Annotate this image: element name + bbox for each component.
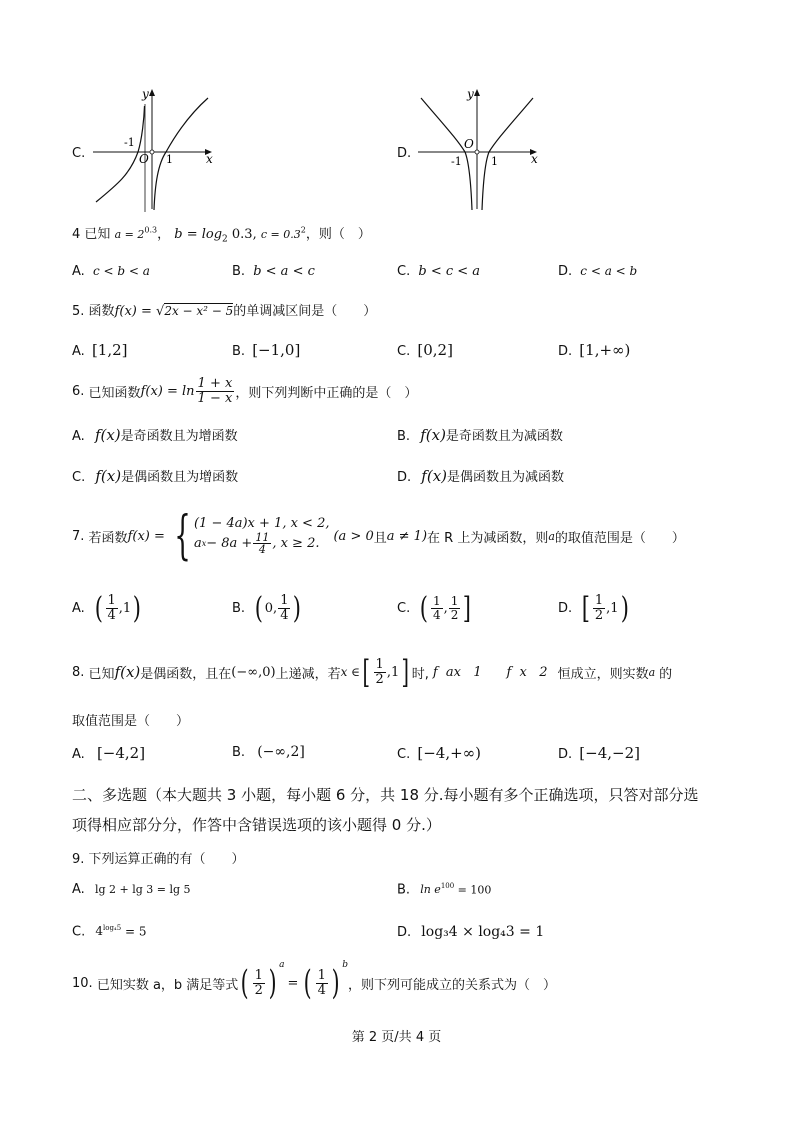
q7-option-b-den: 4 — [280, 607, 289, 623]
q7-option-a-rest: ,1 — [118, 600, 132, 616]
q9-text: 下列运算正确的有（ ） — [88, 852, 245, 867]
q7-option-b-lparen: ( — [254, 590, 264, 626]
graph-d-origin-label: O — [464, 137, 474, 151]
q9-option-c-label: C. — [72, 924, 86, 940]
q4-c: c = 0.3 — [260, 228, 301, 241]
q4-option-b-text: b < a < c — [253, 264, 315, 279]
q10-exp-2: b — [342, 960, 348, 970]
option-d-label: D. — [397, 146, 412, 161]
q7-option-d-rparen: ) — [620, 590, 629, 626]
q8-line-2: 取值范围是（ ） — [72, 714, 190, 729]
q7-option-d-den: 2 — [594, 607, 604, 623]
graph-d — [413, 84, 543, 214]
q6-option-d-fx: f(x) — [421, 467, 448, 485]
q7-option-d-rest: ,1 — [606, 600, 619, 616]
q8-option-a-label: A. — [72, 747, 85, 762]
q10-tail: ，则下列可能成立的关系式为（ ） — [347, 977, 556, 993]
q7-option-a[interactable] — [72, 588, 143, 628]
question-6 — [72, 371, 417, 411]
page-footer: 第 2 页/共 4 页 — [351, 1030, 442, 1045]
q7-option-c-frac-2 — [449, 595, 461, 621]
q6-option-d-label: D. — [397, 470, 412, 485]
q4-option-a-label: A. — [72, 264, 85, 279]
q9-option-c-exp: log₄5 — [103, 924, 122, 932]
q5-tail: 的单调减区间是（ ） — [233, 304, 377, 319]
q8-frac — [374, 658, 386, 686]
q8-option-b-label: B. — [232, 745, 246, 760]
q6-option-a-fx: f(x) — [94, 426, 121, 444]
q5-pre: 函数 — [88, 304, 115, 319]
q8-den: 2 — [375, 671, 384, 687]
q7-cond-1: (a > 0 — [333, 528, 374, 544]
q8-var: a — [648, 665, 656, 679]
q7-tail: 的取值范围是（ ） — [554, 530, 685, 546]
graph-c-y-arrow — [149, 89, 155, 96]
q4-tail: ，则（ ） — [305, 227, 371, 242]
graph-c — [88, 84, 218, 214]
graph-c-right-branch — [154, 98, 208, 210]
graph-c-x-label: x — [206, 152, 213, 166]
q4-pre: 已知 — [84, 227, 111, 242]
section-2-line-1: 二、多选题（本大题共 3 小题，每小题 6 分，共 18 分.每小题有多个正确选项，只答对部分选 — [72, 786, 699, 804]
q7-option-c-rparen: ] — [463, 590, 472, 626]
question-9 — [72, 848, 245, 867]
q6-denominator: 1 − x — [197, 390, 233, 406]
q8-option-b[interactable] — [232, 744, 305, 760]
q5-option-c-text: [0,2] — [417, 341, 453, 359]
q4-number: 4 — [72, 227, 81, 242]
q6-tail: ，则下列判断中正确的是（ ） — [235, 385, 418, 401]
q6-numerator: 1 + x — [197, 375, 233, 391]
question-8 — [72, 651, 672, 693]
q7-case-2 — [194, 532, 330, 556]
q4-option-d-text: c < a < b — [580, 264, 638, 278]
q8-text-1: 是偶函数，且在 — [140, 666, 232, 682]
q6-option-b-text: 是奇函数且为减函数 — [445, 429, 563, 444]
q4-option-a-text: c < b < a — [92, 264, 150, 278]
q7-option-d[interactable] — [558, 588, 630, 628]
q6-fraction — [196, 377, 235, 405]
q5-option-b[interactable] — [232, 341, 300, 359]
q7-option-c-den-1: 4 — [432, 607, 441, 622]
q7-option-a-frac — [106, 594, 118, 622]
q8-text-2: 上递减，若 — [275, 666, 341, 682]
q4-option-a[interactable] — [72, 264, 150, 279]
q5-number: 5. — [72, 304, 85, 319]
q9-option-b-base: ln e — [420, 883, 441, 897]
q6-option-c-fx: f(x) — [95, 467, 122, 485]
question-10 — [72, 958, 556, 1008]
q6-option-b-fx: f(x) — [420, 426, 446, 444]
q8-option-a-text: [−4,2] — [96, 744, 146, 762]
q7-cond-2: a ≠ 1) — [386, 528, 428, 544]
q7-option-d-num: 1 — [594, 592, 604, 608]
graph-c-neg1-label: -1 — [124, 136, 135, 149]
q10-num-1: 1 — [254, 967, 263, 983]
graph-d-one-label: 1 — [491, 155, 498, 168]
q8-text-3: 时, — [411, 666, 429, 682]
q6-option-c-label: C. — [72, 470, 86, 485]
q10-rparen-1: ) — [268, 963, 277, 1003]
section-2-line-2: 项得相应部分分，作答中含错误选项的该小题得 0 分.） — [72, 816, 441, 834]
q6-fx: f(x) = ln — [140, 383, 195, 399]
q8-option-a[interactable] — [72, 744, 145, 762]
q9-option-b-label: B. — [397, 882, 411, 898]
q7-case-2-mid: − 8a + — [206, 536, 253, 551]
q6-option-a-label: A. — [72, 429, 85, 444]
q4-c-exp: 2 — [300, 225, 306, 235]
q5-option-a-label: A. — [72, 344, 85, 359]
q7-option-b-label: B. — [232, 600, 246, 616]
q9-option-a[interactable] — [72, 882, 191, 897]
q7-option-b-rparen: ) — [293, 590, 302, 626]
q6-number: 6. — [72, 383, 85, 399]
q7-option-d-frac — [593, 594, 605, 622]
q4-option-c-label: C. — [397, 264, 411, 279]
q9-option-b[interactable] — [397, 882, 491, 897]
q7-option-b-frac — [278, 594, 290, 622]
q10-den-1: 2 — [254, 982, 263, 998]
graph-c-y-label: y — [142, 87, 149, 101]
graph-c-one-label: 1 — [166, 153, 173, 166]
q7-option-b-num: 1 — [280, 592, 289, 608]
q4-option-d-label: D. — [558, 264, 573, 279]
q8-inequality: f ax 1 f x 2 — [432, 664, 548, 680]
q7-case-1: (1 − 4a)x + 1, x < 2, — [193, 516, 330, 532]
q7-option-b[interactable] — [232, 588, 303, 628]
graph-c-origin-label: O — [139, 152, 149, 166]
q10-lparen-1: ( — [240, 963, 249, 1003]
q8-option-c-label: C. — [397, 747, 411, 762]
q6-option-d-text: 是偶函数且为减函数 — [447, 470, 565, 485]
q5-option-d-text: [1,+∞) — [579, 341, 631, 359]
q7-fx: f(x) = — [127, 528, 165, 544]
sqrt-icon: √ — [156, 304, 165, 319]
q6-option-b-label: B. — [397, 429, 411, 444]
q8-x-in: x ∈ — [340, 665, 361, 679]
q8-number: 8. — [72, 664, 85, 680]
q4-a: a = 2 — [114, 228, 145, 241]
q10-pre: 已知实数 a，b 满足等式 — [96, 977, 239, 993]
q9-option-d-text: log₃4 × log₄3 = 1 — [421, 924, 545, 940]
q7-option-c-num-1: 1 — [432, 593, 441, 608]
q6-option-c-text: 是偶函数且为增函数 — [121, 470, 239, 485]
q10-lparen-2: ( — [304, 963, 313, 1003]
q7-case-2-cond: , x ≥ 2. — [272, 536, 320, 551]
q5-option-d[interactable] — [558, 341, 630, 359]
q6-option-d[interactable] — [397, 466, 564, 485]
q9-option-d[interactable] — [397, 924, 544, 940]
q5-option-a-text: [1,2] — [91, 341, 128, 359]
q7-option-a-rparen: ) — [132, 590, 142, 626]
q10-frac-2 — [316, 969, 328, 997]
q8-rest: ,1 — [386, 664, 400, 680]
q7-case-2-frac — [253, 532, 271, 556]
q9-option-c-base: 4 — [95, 924, 103, 939]
q6-option-b[interactable] — [397, 425, 563, 444]
q4-b-val: 0.3, — [227, 227, 257, 242]
q7-option-d-lparen: [ — [581, 590, 591, 626]
q7-case-2-exp: x — [201, 539, 207, 548]
q7-option-a-num: 1 — [107, 592, 116, 608]
q6-option-a-text: 是奇函数且为增函数 — [120, 429, 238, 444]
q7-option-d-label: D. — [558, 600, 573, 616]
q7-option-c-frac-1 — [431, 595, 443, 621]
q8-text-4: 恒成立，则实数 — [557, 666, 649, 682]
q7-option-a-label: A. — [72, 600, 85, 616]
q9-option-c-rest: = 5 — [121, 924, 147, 939]
q4-a-exp: 0.3 — [144, 225, 158, 235]
q5-option-a[interactable] — [72, 341, 128, 359]
q7-option-c-num-2: 1 — [450, 593, 459, 608]
q10-exp-1: a — [279, 960, 285, 970]
q9-option-c[interactable] — [72, 924, 147, 939]
q7-option-a-lparen: ( — [94, 590, 103, 626]
q6-option-c[interactable] — [72, 466, 238, 485]
q8-option-c[interactable] — [397, 744, 481, 762]
graph-d-origin-dot — [475, 150, 479, 154]
q8-option-d[interactable] — [558, 744, 640, 762]
option-c-label: C. — [72, 146, 86, 161]
q7-mid: 在 R 上为减函数，则 — [427, 530, 549, 546]
brace-icon: { — [174, 506, 191, 566]
q9-option-d-label: D. — [397, 925, 412, 940]
q7-pre: 若函数 — [88, 530, 128, 546]
q7-option-b-lead: 0, — [264, 600, 278, 616]
graph-d-neg1-label: -1 — [451, 155, 462, 168]
q8-lbracket: [ — [362, 653, 371, 691]
q7-option-c-lparen: ( — [419, 590, 429, 626]
q7-and: 且 — [373, 530, 387, 546]
q4-option-c-text: b < c < a — [418, 264, 481, 279]
q8-option-d-text: [−4,−2] — [579, 744, 640, 762]
graph-c-origin-dot — [150, 150, 154, 154]
q8-option-b-text: (−∞,2] — [257, 744, 305, 760]
q7-option-c-den-2: 2 — [450, 607, 459, 622]
q7-option-c-label: C. — [397, 600, 411, 616]
q7-cases — [194, 516, 330, 556]
q5-option-c-label: C. — [397, 344, 411, 359]
q4-option-d[interactable] — [558, 264, 637, 279]
q8-num: 1 — [375, 656, 384, 672]
q5-option-b-label: B. — [232, 344, 246, 359]
q5-option-d-label: D. — [558, 344, 573, 359]
graph-d-right-branch — [482, 98, 533, 210]
q5-fx: f(x) = — [114, 304, 157, 319]
q8-option-d-label: D. — [558, 747, 573, 762]
q10-equals: = — [287, 975, 299, 991]
q7-var: a — [548, 529, 555, 543]
q10-num-2: 1 — [317, 967, 326, 983]
q5-option-c[interactable] — [397, 341, 453, 359]
graph-c-left-branch — [96, 106, 145, 202]
q7-case-2-base: a — [193, 536, 202, 551]
q4-b: b = log — [174, 227, 223, 242]
q10-frac-1 — [253, 969, 265, 997]
q4-option-b-label: B. — [232, 264, 246, 279]
question-7 — [72, 503, 685, 569]
q10-den-2: 4 — [317, 982, 326, 998]
q9-option-a-label: A. — [72, 882, 85, 897]
q9-option-b-exp: 100 — [440, 882, 455, 890]
graph-d-left-branch — [421, 98, 472, 210]
q8-rbracket: ] — [401, 653, 410, 691]
q4-option-c[interactable] — [397, 264, 480, 279]
q9-option-a-text: lg 2 + lg 3 = lg 5 — [94, 883, 191, 896]
q7-case-2-den: 4 — [258, 543, 266, 557]
q8-fx: f(x) — [114, 663, 141, 681]
q5-option-b-text: [−1,0] — [252, 341, 301, 359]
q4-option-b[interactable] — [232, 264, 315, 279]
question-5 — [72, 300, 376, 319]
q10-number: 10. — [72, 975, 93, 991]
q7-case-2-num: 11 — [255, 530, 270, 544]
q7-option-a-den: 4 — [107, 607, 116, 623]
q8-text-5: 的 — [659, 666, 673, 682]
q4-b-sub: 2 — [222, 234, 228, 245]
q6-option-a[interactable] — [72, 425, 238, 444]
q7-number: 7. — [72, 528, 85, 544]
q8-pre: 已知 — [88, 666, 115, 682]
q6-pre: 已知函数 — [88, 385, 141, 401]
graph-d-y-arrow — [474, 89, 480, 96]
graph-d-y-label: y — [467, 87, 474, 101]
question-4: 4 已知 $a = 2^{0.3}$， $b = \log_2 0.3$, $c = 0.3^2$，则（ ） — [72, 225, 371, 245]
q9-option-b-rest: = 100 — [454, 883, 492, 897]
q8-interval: (−∞,0) — [231, 664, 276, 680]
q7-option-c[interactable] — [397, 588, 473, 628]
q5-radicand: 2x − x² − 5 — [164, 304, 234, 318]
q7-option-c-comma: , — [443, 600, 448, 616]
graph-d-x-label: x — [531, 152, 538, 166]
q9-number: 9. — [72, 852, 85, 867]
q8-option-c-text: [−4,+∞) — [417, 744, 482, 762]
q10-rparen-2: ) — [331, 963, 340, 1003]
